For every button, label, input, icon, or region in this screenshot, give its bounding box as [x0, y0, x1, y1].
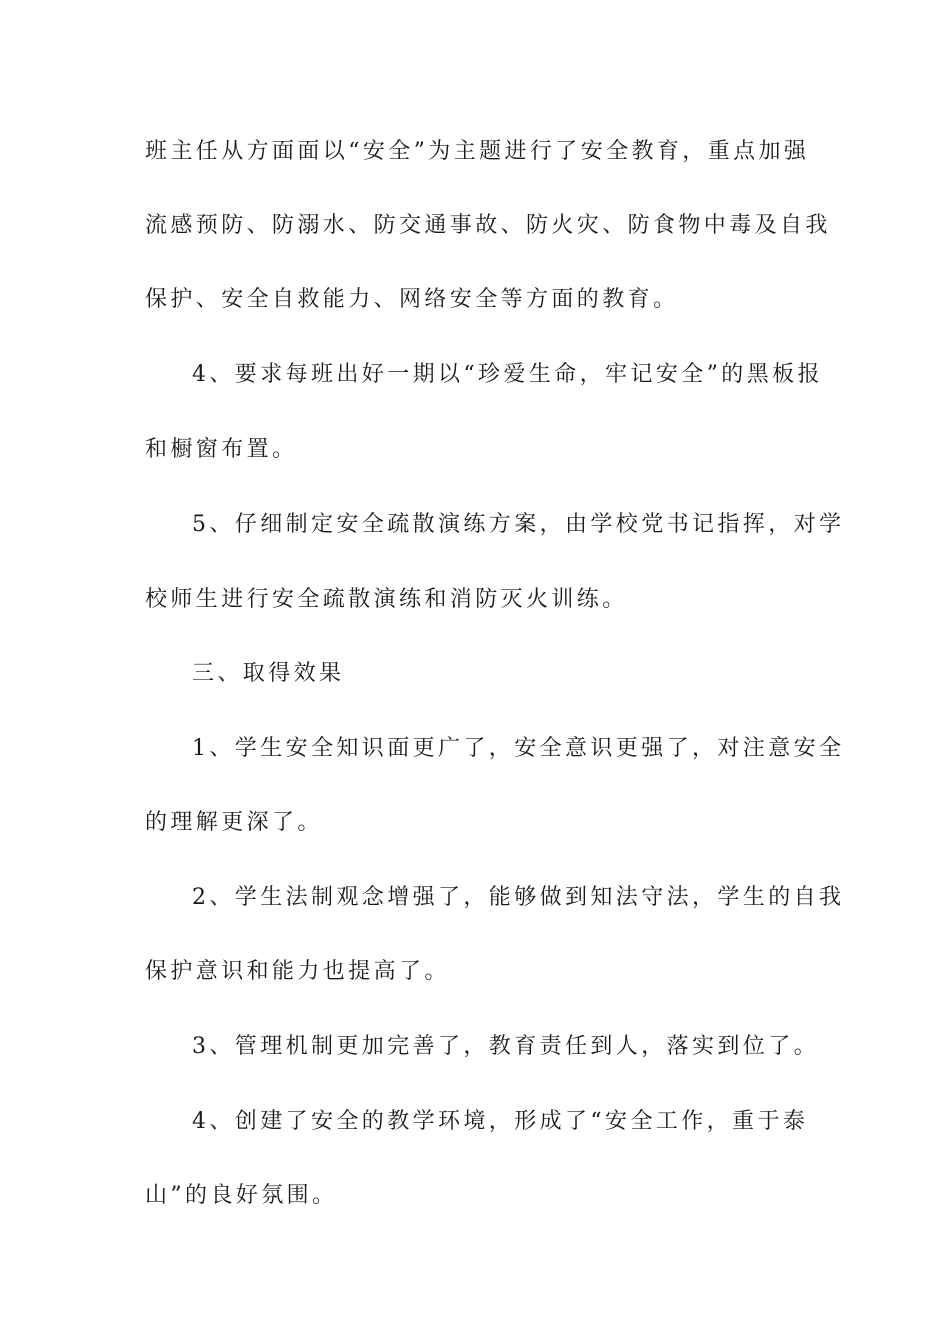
text-line: 山”的良好氛围。: [145, 1183, 338, 1208]
text-line: 和橱窗布置。: [145, 437, 298, 462]
text-line: 1、学生安全知识面更广了，安全意识更强了，对注意安全: [192, 736, 845, 761]
text-line: 2、学生法制观念增强了，能够做到知法守法，学生的自我: [192, 885, 845, 910]
text-line: 保护、安全自救能力、网络安全等方面的教育。: [145, 287, 679, 312]
text-line: 的理解更深了。: [145, 810, 323, 835]
text-line: 5、仔细制定安全疏散演练方案，由学校党书记指挥，对学: [192, 512, 845, 537]
section-heading: 三、取得效果: [192, 661, 345, 686]
text-line: 流感预防、防溺水、防交通事故、防火灾、防食物中毒及自我: [145, 213, 831, 238]
text-line: 班主任从方面面以“安全”为主题进行了安全教育，重点加强: [145, 139, 810, 164]
text-line: 3、管理机制更加完善了，教育责任到人，落实到位了。: [192, 1034, 819, 1059]
text-line: 保护意识和能力也提高了。: [145, 959, 450, 984]
text-line: 校师生进行安全疏散演练和消防灭火训练。: [145, 587, 628, 612]
text-line: 4、创建了安全的教学环境，形成了“安全工作，重于泰: [192, 1109, 809, 1134]
text-line: 4、要求每班出好一期以“珍爱生命，牢记安全”的黑板报: [192, 362, 823, 387]
